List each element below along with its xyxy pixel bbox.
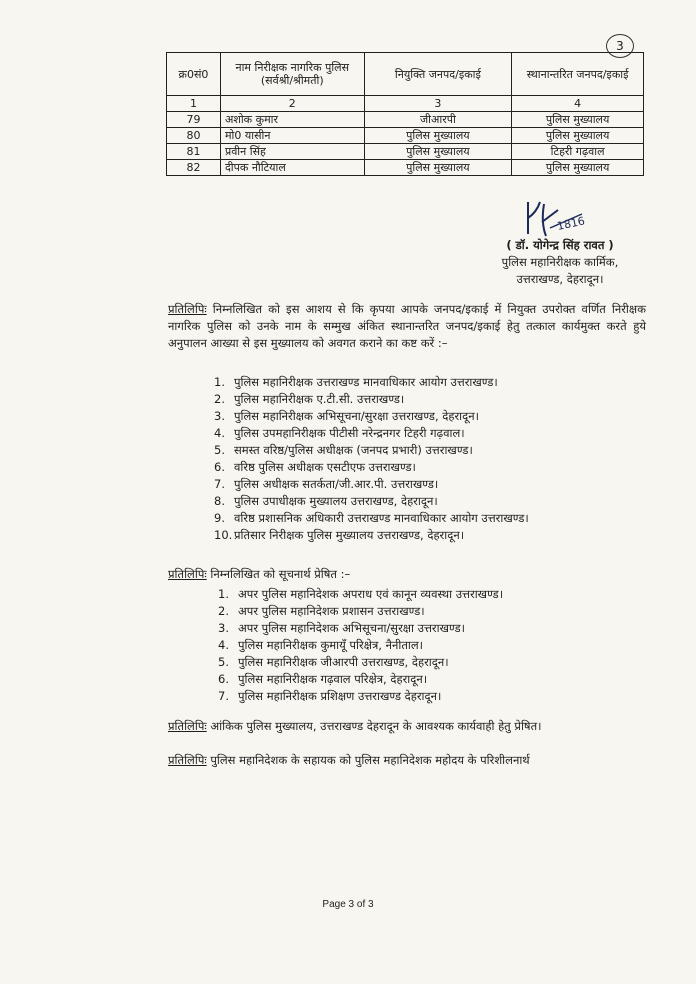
copy3-label: प्रतिलिपिः <box>168 719 207 733</box>
signatory-location: उत्तराखण्ड, देहरादून। <box>516 272 604 286</box>
posting-cell: पुलिस मुख्यालय <box>364 128 512 144</box>
transfer-cell: पुलिस मुख्यालय <box>512 160 644 176</box>
copy2-paragraph <box>168 566 646 583</box>
table-row <box>167 128 644 144</box>
list-item: 3. अपर पुलिस महानिदेशक अभिसूचना/सुरक्षा उत्तराखण्ड। <box>218 621 465 635</box>
table-row <box>167 160 644 176</box>
list-item: 1. पुलिस महानिरीक्षक उत्तराखण्ड मानवाधिकार आयोग उत्तराखण्ड। <box>214 375 498 389</box>
transfer-cell: टिहरी गढ़वाल <box>512 144 644 160</box>
name-cell: अशोक कुमार <box>220 112 364 128</box>
name-cell: प्रवीन सिंह <box>220 144 364 160</box>
copy1-list <box>190 375 529 545</box>
copy4-label: प्रतिलिपिः <box>168 753 207 767</box>
transfer-cell: पुलिस मुख्यालय <box>512 128 644 144</box>
list-item: 3. पुलिस महानिरीक्षक अभिसूचना/सुरक्षा उत्तराखण्ड, देहरादून। <box>214 409 479 423</box>
list-item: 6. वरिष्ठ पुलिस अधीक्षक एसटीएफ उत्तराखण्ड। <box>214 460 416 474</box>
serial-cell: 82 <box>167 160 221 176</box>
list-item: 6. पुलिस महानिरीक्षक गढ़वाल परिक्षेत्र, देहरादून। <box>218 672 428 686</box>
copy3-text: आंकिक पुलिस मुख्यालय, उत्तराखण्ड देहरादून के आवश्यक कार्यवाही हेतु प्रेषित। <box>210 719 542 733</box>
copy1-label: प्रतिलिपिः <box>168 302 207 316</box>
list-item: 5. पुलिस महानिरीक्षक जीआरपी उत्तराखण्ड, देहरादून। <box>218 655 449 669</box>
signatory-designation: पुलिस महानिरीक्षक कार्मिक, <box>501 255 619 269</box>
list-item: 9. वरिष्ठ प्रशासनिक अधिकारी उत्तराखण्ड मानवाधिकार आयोग उत्तराखण्ड। <box>214 511 529 525</box>
copy1-text: निम्नलिखित को इस आशय से कि कृपया आपके जनपद/इकाई में नियुक्त उपरोक्त वर्णित निरीक्षक नागरिक पुलिस को उनके नाम के सम्मुख अंकित स्थानान्तरित जनपद/इकाई हेतु तत्काल कार्यमुक्त करते हुये अनुपालन आख्या से इस मुख्यालय को अवगत कराने का कष्ट करें :– <box>168 302 646 350</box>
list-item: 8. पुलिस उपाधीक्षक मुख्यालय उत्तराखण्ड, देहरादून। <box>214 494 438 508</box>
copy2-text: निम्नलिखित को सूचनार्थ प्रेषित :– <box>210 567 351 581</box>
header-name: नाम निरीक्षक नागरिक पुलिस (सर्वश्री/श्रीमती) <box>220 53 364 96</box>
copy1-paragraph <box>168 301 646 352</box>
header-transferred-to: स्थानान्तरित जनपद/इकाई <box>512 53 644 96</box>
posting-cell: जीआरपी <box>364 112 512 128</box>
column-number: 3 <box>364 96 512 112</box>
list-item: 2. अपर पुलिस महानिदेशक प्रशासन उत्तराखण्ड। <box>218 604 425 618</box>
serial-cell: 79 <box>167 112 221 128</box>
name-cell: मो0 यासीन <box>220 128 364 144</box>
list-item: 4. पुलिस महानिरीक्षक कुमायूँ परिक्षेत्र, नैनीताल। <box>218 638 424 652</box>
transfer-table <box>166 52 644 176</box>
serial-cell: 80 <box>167 128 221 144</box>
transfer-cell: पुलिस मुख्यालय <box>512 112 644 128</box>
copy2-label: प्रतिलिपिः <box>168 567 207 581</box>
list-item: 7. पुलिस महानिरीक्षक प्रशिक्षण उत्तराखण्ड देहरादून। <box>218 689 442 703</box>
copy4-paragraph <box>168 752 646 769</box>
posting-cell: पुलिस मुख्यालय <box>364 160 512 176</box>
signatory-block <box>470 237 650 288</box>
copy3-paragraph <box>168 718 646 735</box>
column-number-row <box>167 96 644 112</box>
column-number: 2 <box>220 96 364 112</box>
column-number: 1 <box>167 96 221 112</box>
table-row <box>167 144 644 160</box>
signature-mark <box>520 196 590 240</box>
list-item: 1. अपर पुलिस महानिदेशक अपराध एवं कानून व्यवस्था उत्तराखण्ड। <box>218 587 504 601</box>
list-item: 4. पुलिस उपमहानिरीक्षक पीटीसी नरेन्द्रनगर टिहरी गढ़वाल। <box>214 426 465 440</box>
column-number: 4 <box>512 96 644 112</box>
name-cell: दीपक नौटियाल <box>220 160 364 176</box>
list-item: 10. प्रतिसार निरीक्षक पुलिस मुख्यालय उत्तराखण्ड, देहरादून। <box>214 528 465 542</box>
header-current-posting: नियुक्ति जनपद/इकाई <box>364 53 512 96</box>
copy4-text: पुलिस महानिदेशक के सहायक को पुलिस महानिदेशक महोदय के परिशीलनार्थ <box>210 753 530 767</box>
table-row <box>167 112 644 128</box>
corner-page-mark: 3 <box>606 34 634 58</box>
list-item: 7. पुलिस अधीक्षक सतर्कता/जी.आर.पी. उत्तराखण्ड। <box>214 477 439 491</box>
list-item: 2. पुलिस महानिरीक्षक ए.टी.सी. उत्तराखण्ड। <box>214 392 405 406</box>
table-header-row <box>167 53 644 96</box>
header-serial: क्र0सं0 <box>167 53 221 96</box>
signatory-name: ( डॉ. योगेन्द्र सिंह रावत ) <box>506 238 614 252</box>
copy2-list <box>194 587 503 706</box>
page-footer: Page 3 of 3 <box>322 899 374 910</box>
signature-date: 1816 <box>555 214 587 233</box>
list-item: 5. समस्त वरिष्ठ/पुलिस अधीक्षक (जनपद प्रभारी) उत्तराखण्ड। <box>214 443 473 457</box>
posting-cell: पुलिस मुख्यालय <box>364 144 512 160</box>
serial-cell: 81 <box>167 144 221 160</box>
